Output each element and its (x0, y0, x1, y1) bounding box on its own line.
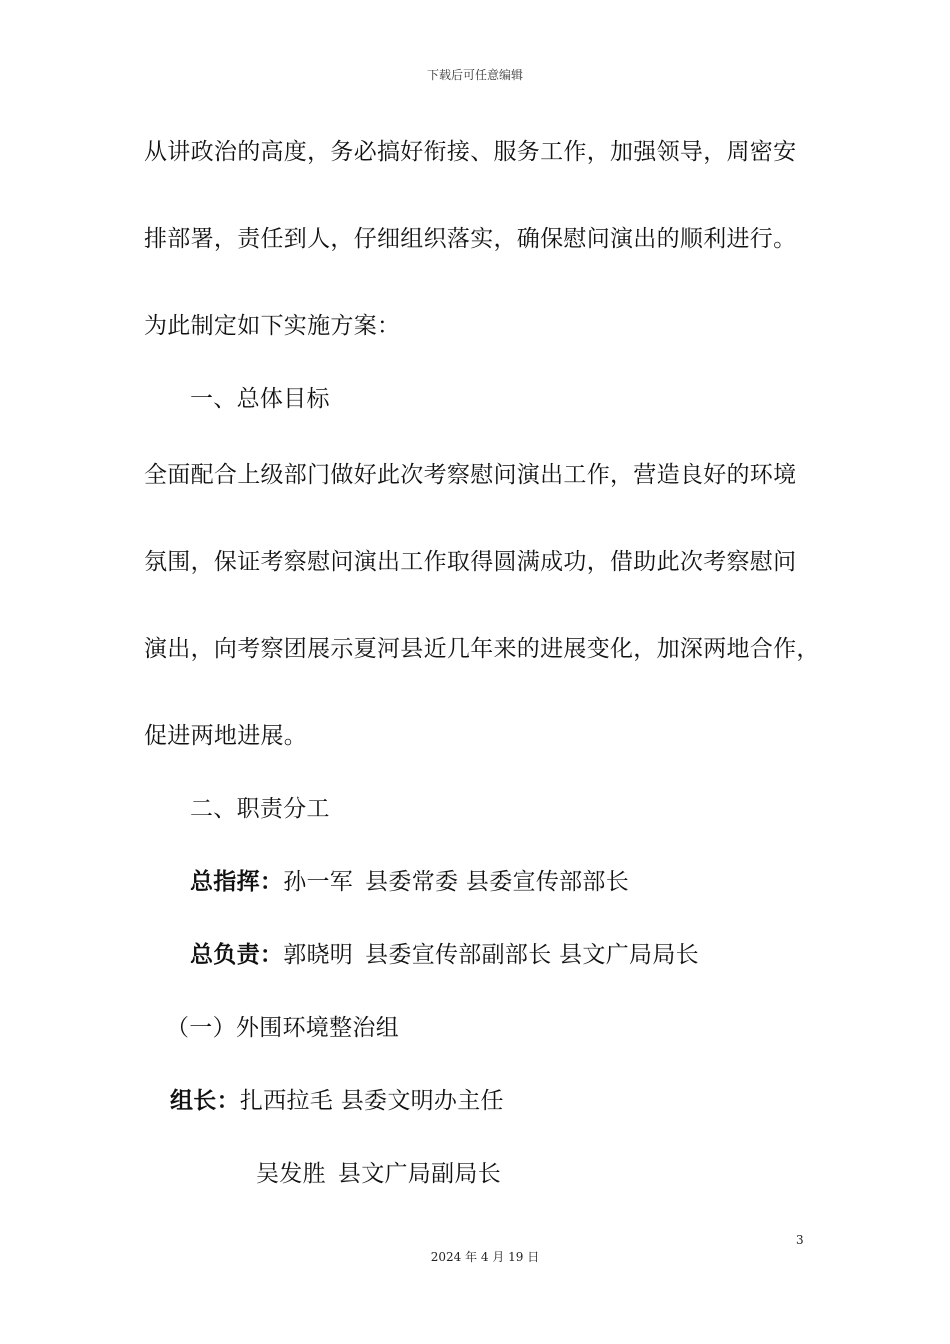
commander-row (190, 867, 629, 897)
paragraph-line: 排部署，责任到人，仔细组织落实，确保慰问演出的顺利进行。 (144, 226, 797, 252)
paragraph-line: 从讲政治的高度，务必搞好衔接、服务工作，加强领导，周密安 (144, 139, 797, 165)
group-heading-environment: （一）外围环境整治组 (166, 1015, 399, 1041)
paragraph-line: 为此制定如下实施方案： (144, 313, 401, 339)
leader-1: 扎西拉毛 县委文明办主任 (239, 1088, 504, 1114)
paragraph-line: 全面配合上级部门做好此次考察慰问演出工作，营造良好的环境 (144, 462, 797, 488)
leader-2-name: 吴发胜 (256, 1161, 326, 1187)
paragraph-line: 氛围，保证考察慰问演出工作取得圆满成功，借助此次考察慰问 (144, 549, 797, 575)
director-name: 郭晓明 (283, 942, 354, 968)
leader-row (170, 1086, 504, 1116)
section-heading-responsibilities: 二、职责分工 (190, 796, 330, 822)
page-header: 下载后可任意编辑 (426, 68, 523, 82)
leader-label: 组长： (170, 1088, 240, 1114)
paragraph-line: 促进两地进展。 (144, 723, 308, 749)
leader-2-title: 县文广局副局长 (337, 1161, 502, 1187)
director-row (190, 940, 699, 970)
director-label: 总负责： (190, 942, 284, 968)
director-title: 县委宣传部副部长 县文广局局长 (365, 942, 699, 968)
leader-2-row (256, 1159, 501, 1189)
page-number: 3 (796, 1233, 804, 1247)
footer-date: 2024 年 4 月 19 日 (430, 1250, 540, 1264)
commander-title: 县委常委 县委宣传部部长 (365, 869, 630, 895)
commander-name: 孙一军 (283, 869, 354, 895)
paragraph-line: 演出，向考察团展示夏河县近几年来的进展变化，加深两地合作， (144, 636, 820, 662)
section-heading-overall-goal: 一、总体目标 (190, 386, 330, 412)
commander-label: 总指挥： (190, 869, 284, 895)
